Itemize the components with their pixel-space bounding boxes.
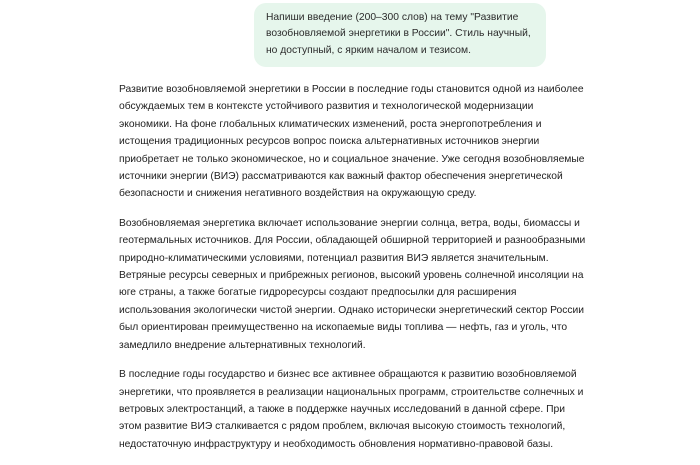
- assistant-response: [119, 81, 589, 465]
- user-message-text: Напиши введение (200–300 слов) на тему "Развитие возобновляемой энергетики в России". Стиль научный, но доступный, с ярким началом и тезисом.: [266, 12, 531, 56]
- response-paragraph-2: Возобновляемая энергетика включает использование энергии солнца, ветра, воды, биомассы и геотермальных источников. Для России, обладающей обширной территорией и разнообразными природно-климатическими условиями, потенциал развития ВИЭ является значительным. Ветряные ресурсы северных и прибрежных регионов, высокий уровень солнечной инсоляции на юге страны, а также богатые гидроресурсы создают предпосылки для расширения использования экологически чистой энергии. Однако исторически энергетический сектор России был ориентирован преимущественно на ископаемые виды топлива — нефть, газ и уголь, что замедлило внедрение альтернативных технологий.: [119, 217, 586, 351]
- response-paragraph-1: Развитие возобновляемой энергетики в России в последние годы становится одной из наиболее обсуждаемых тем в контексте устойчивого развития и технологической модернизации экономики. На фоне глобальных климатических изменений, роста энергопотребления и истощения традиционных ресурсов вопрос поиска альтернативных источников энергии приобретает не только экономическое, но и социальное значение. Уже сегодня возобновляемые источники энергии (ВИЭ) рассматриваются как важный фактор обеспечения энергетической безопасности и снижения негативного воздействия на окружающую среду.: [119, 84, 585, 200]
- response-paragraph-3: В последние годы государство и бизнес все активнее обращаются к развитию возобновляемой энергетики, что проявляется в реализации национальных программ, строительстве солнечных и ветровых электростанций, а также в поддержке научных исследований в данной сфере. При этом развитие ВИЭ сталкивается с рядом проблем, включая высокую стоимость технологий, недостаточную инфраструктуру и необходимость обновления нормативно-правовой базы.: [119, 369, 584, 450]
- user-message-bubble: [254, 3, 546, 67]
